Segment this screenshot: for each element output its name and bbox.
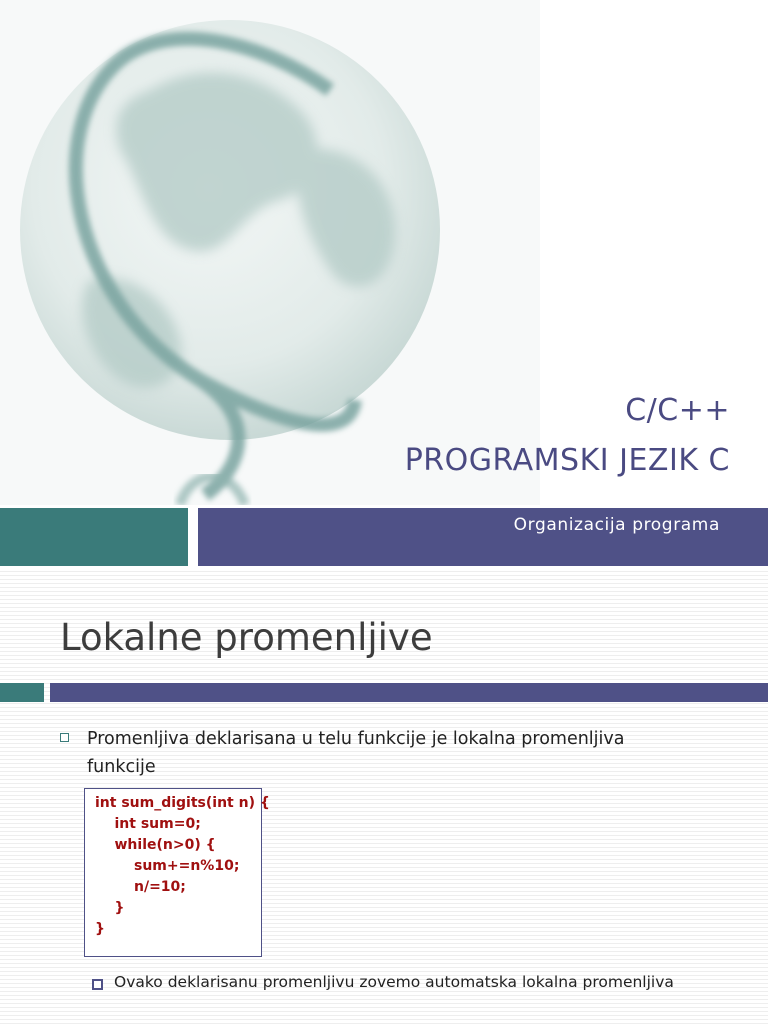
code-line: } [95,921,105,937]
slide-title-line1: C/C++ [625,393,730,428]
slide-title-line2: PROGRAMSKI JEZIK C [404,443,730,478]
divider-bar-teal [0,683,44,702]
sub-bullet-item [92,973,674,991]
content-slide [0,568,768,1024]
code-block [84,788,270,957]
code-line: sum+=n%10; [95,858,240,874]
accent-band-teal [0,508,188,566]
code-line: int sum_digits(int n) { [95,795,270,811]
code-line: } [95,900,125,916]
square-bullet-icon [92,979,103,990]
bullet-item [60,725,680,781]
code-line: n/=10; [95,879,186,895]
divider-bar-purple [50,683,768,702]
code-line: while(n>0) { [95,837,216,853]
code-line: int sum=0; [95,816,201,832]
bullet-text: Promenljiva deklarisana u telu funkcije je lokalna promenljiva funkcije [87,729,625,777]
slide-heading: Lokalne promenljive [60,616,433,659]
sub-bullet-text: Ovako deklarisanu promenljivu zovemo automatska lokalna promenljiva [114,973,674,991]
slide-subtitle: Organizacija programa [513,515,720,535]
square-bullet-icon [60,733,69,742]
globe-image [0,0,540,505]
